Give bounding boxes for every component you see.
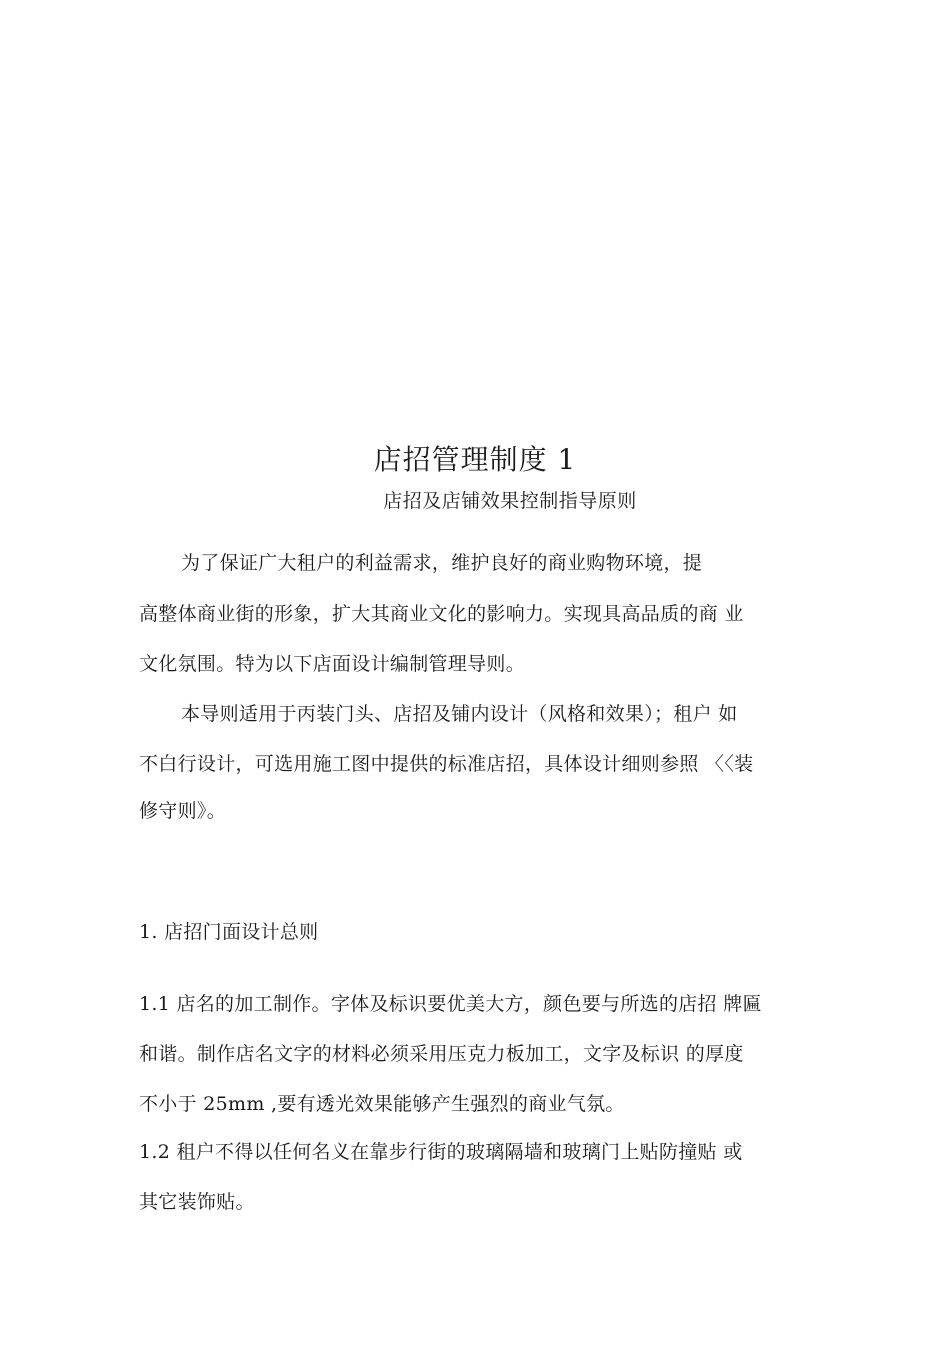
item-1-1-line-2: 和谐。制作店名文字的材料必须采用压克力板加工，文字及标识 的厚度 [139, 1043, 744, 1065]
intro-paragraph-1-line-3: 文化氛围。特为以下店面设计编制管理导则。 [139, 653, 526, 675]
intro-paragraph-2-line-2: 不白行设计，可选用施工图中提供的标准店招，具体设计细则参照 〈〈装 [139, 753, 754, 775]
item-1-1-line-3: 不小于 25mm ,要有透光效果能够产生强烈的商业气氛。 [139, 1093, 625, 1115]
item-1-1-line-1: 1.1 店名的加工制作。字体及标识要优美大方，颜色要与所选的店招 牌匾 [139, 993, 762, 1015]
intro-paragraph-1-line-1: 为了保证广大租户的利益需求，维护良好的商业购物环境，提 [181, 552, 703, 574]
item-1-2-line-1: 1.2 租户不得以任何名义在靠步行街的玻璃隔墙和玻璃门上贴防撞贴 或 [139, 1141, 743, 1163]
section-1-heading: 1. 店招门面设计总则 [139, 921, 319, 943]
intro-paragraph-2-line-3: 修守则》。 [139, 800, 227, 822]
document-subtitle: 店招及店铺效果控制指导原则 [383, 490, 637, 512]
intro-paragraph-2-line-1: 本导则适用于丙装门头、店招及铺内设计（风格和效果）；租户 如 [181, 703, 738, 725]
item-1-2-line-2: 其它装饰贴。 [139, 1191, 255, 1213]
document-title: 店招管理制度 1 [373, 443, 577, 476]
intro-paragraph-1-line-2: 高整体商业街的形象，扩大其商业文化的影响力。实现具高品质的商 业 [139, 603, 744, 625]
